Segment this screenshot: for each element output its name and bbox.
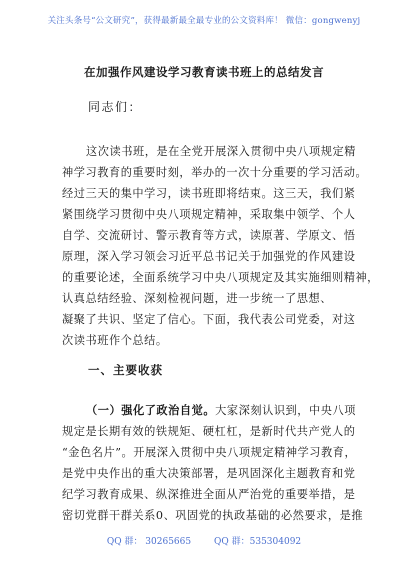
- paragraph-line: 凝聚了共识、坚定了信心。下面，我代表公司党委，对这: [62, 313, 356, 326]
- paragraph-line: 规定是长期有效的铁规矩、硬杠杠，是新时代共产党人的: [62, 425, 356, 438]
- paragraph-line: 密切党群干群关系0、巩固党的执政基础的必然要求，是推: [62, 509, 364, 522]
- paragraph-line: 是党中央作出的重大决策部署，是巩固深化主题教育和党: [62, 467, 356, 480]
- paragraph-political-awareness: [62, 400, 364, 526]
- paragraph-line: 经过三天的集中学习，读书班即将结束。这三天，我们紧: [62, 187, 356, 200]
- promo-banner: 关注头条号“公文研究”，获得最新最全最专业的公文资料库！ 微信：gongwenyj: [47, 16, 361, 26]
- paragraph-line: [62, 400, 356, 421]
- greeting: 同志们：: [88, 100, 143, 114]
- paragraph-line: “金色名片”。开展深入贯彻中央八项规定精神学习教育，: [62, 446, 357, 459]
- paragraph-line: 神学习教育的重要时刻，举办的一次十分重要的学习活动。: [62, 166, 368, 179]
- paragraph-line: 这次读书班，是在全党开展深入贯彻中央八项规定精: [86, 145, 356, 158]
- paragraph-line: 认真总结经验、深刻检视问题，进一步统一了思想、: [62, 292, 332, 305]
- paragraph-line: 紧围绕学习贯彻中央八项规定精神，采取集中领学、个人: [62, 208, 356, 221]
- qq-group-2: QQ 群：535304092: [214, 537, 302, 547]
- footer-contact: [0, 534, 408, 547]
- paragraph-line: 原理，深入学习领会习近平总书记关于加强党的作风建设: [62, 250, 356, 263]
- paragraph-intro: [62, 141, 379, 351]
- section-heading: 一、主要收获: [88, 363, 163, 377]
- paragraph-text: 大家深刻认识到，中央八项: [215, 404, 356, 417]
- qq-group-1: QQ 群： 30265665: [106, 537, 192, 547]
- document-title: 在加强作风建设学习教育读书班上的总结发言: [84, 65, 324, 79]
- subsection-label: （一）强化了政治自觉。: [86, 403, 216, 417]
- paragraph-line: 的重要论述，全面系统学习中央八项规定及其实施细则精神，: [62, 271, 379, 284]
- paragraph-line: 自学、交流研讨、警示教育等方式，读原著、学原文、悟: [62, 229, 356, 242]
- paragraph-line: 次读书班作个总结。: [62, 334, 168, 347]
- paragraph-line: 纪学习教育成果、纵深推进全面从严治党的重要举措，是: [62, 488, 356, 501]
